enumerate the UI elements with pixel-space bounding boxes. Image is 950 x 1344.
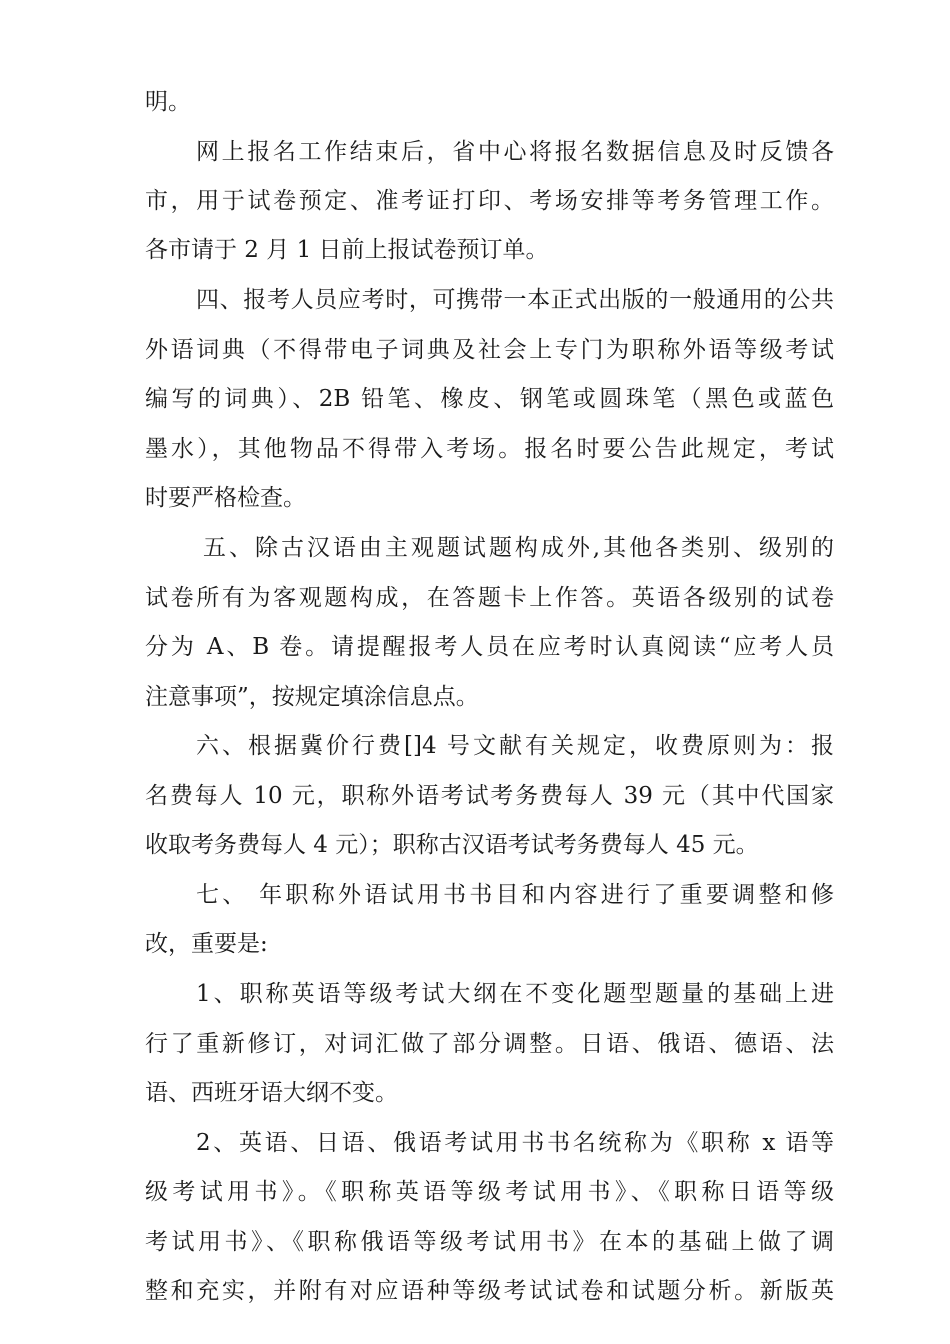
text-line: 2、英语、日语、俄语考试用书书名统称为《职称 x 语等 xyxy=(196,1130,834,1156)
text-line: 语、西班牙语大纲不变。 xyxy=(145,1080,398,1106)
text-line: 各市请于 2 月 1 日前上报试卷预订单。 xyxy=(145,237,549,263)
text-line: 考试用书》、《职称俄语等级考试用书》在本的基础上做了调 xyxy=(145,1229,834,1255)
text-line: 试卷所有为客观题构成，在答题卡上作答。英语各级别的试卷 xyxy=(145,585,834,611)
text-line: 收取考务费每人 4 元）；职称古汉语考试考务费每人 45 元。 xyxy=(145,832,759,858)
text-line: 改，重要是: xyxy=(145,931,268,957)
text-line: 外语词典（不得带电子词典及社会上专门为职称外语等级考试 xyxy=(145,337,834,363)
text-line: 墨水），其他物品不得带入考场。报名时要公告此规定，考试 xyxy=(145,436,834,462)
text-line: 名费每人 10 元，职称外语考试考务费每人 39 元（其中代国家 xyxy=(145,783,834,809)
text-line: 五、除古汉语由主观题试题构成外,其他各类别、级别的 xyxy=(203,535,834,561)
text-line: 明。 xyxy=(145,89,191,115)
text-line: 四、报考人员应考时，可携带一本正式出版的一般通用的公共 xyxy=(196,287,834,313)
text-line: 级考试用书》。《职称英语等级考试用书》、《职称日语等级 xyxy=(145,1179,834,1205)
text-line: 整和充实，并附有对应语种等级考试试卷和试题分析。新版英 xyxy=(145,1278,834,1304)
text-line: 时要严格检查。 xyxy=(145,485,306,511)
text-line: 六、根据冀价行费[]4 号文献有关规定，收费原则为：报 xyxy=(196,733,834,759)
text-line: 七、 年职称外语试用书书目和内容进行了重要调整和修 xyxy=(196,882,834,908)
text-line: 编写的词典）、2B 铅笔、橡皮、钢笔或圆珠笔（黑色或蓝色 xyxy=(145,386,834,412)
text-line: 网上报名工作结束后，省中心将报名数据信息及时反馈各 xyxy=(196,139,834,165)
text-line: 分为 A、B 卷。请提醒报考人员在应考时认真阅读“应考人员 xyxy=(145,634,834,660)
text-line: 注意事项”，按规定填涂信息点。 xyxy=(145,684,479,710)
text-line: 1、职称英语等级考试大纲在不变化题型题量的基础上进 xyxy=(196,981,834,1007)
text-line: 市，用于试卷预定、准考证打印、考场安排等考务管理工作。 xyxy=(145,188,834,214)
text-line: 行了重新修订，对词汇做了部分调整。日语、俄语、德语、法 xyxy=(145,1031,834,1057)
